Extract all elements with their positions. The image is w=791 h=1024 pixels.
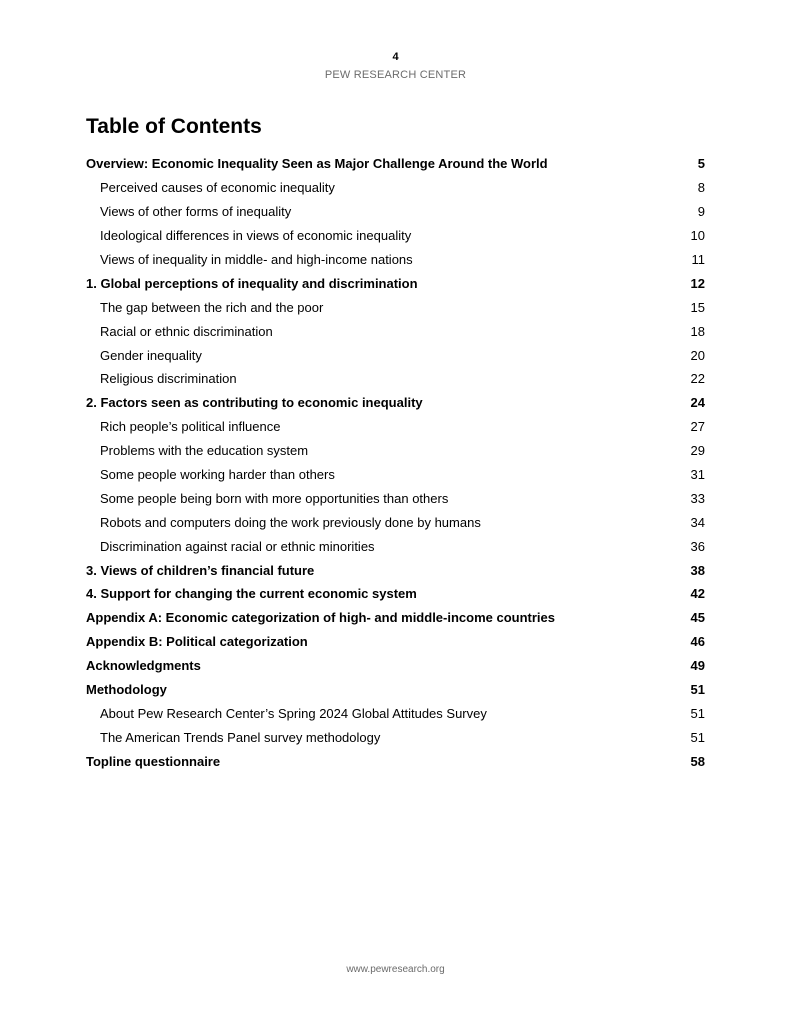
toc-entry-page-number[interactable]: 34 (690, 514, 705, 530)
toc-entry-page-number[interactable]: 42 (690, 586, 705, 602)
toc-entry-page-number[interactable]: 51 (690, 729, 705, 745)
toc-entry[interactable] (86, 176, 705, 200)
toc-entry[interactable] (86, 415, 705, 439)
toc-entry-label[interactable]: The American Trends Panel survey methodology (100, 729, 381, 745)
toc-entry-label[interactable]: Problems with the education system (100, 443, 309, 459)
toc-entry-label[interactable]: Topline questionnaire (86, 753, 221, 769)
toc-title: Table of Contents (86, 115, 262, 138)
toc-entry-label[interactable]: 2. Factors seen as contributing to economic inequality (86, 395, 423, 411)
toc-entry[interactable] (86, 271, 705, 295)
toc-entry-label[interactable]: Discrimination against racial or ethnic minorities (100, 538, 375, 554)
toc-entry-page-number[interactable]: 38 (690, 562, 705, 578)
toc-entry-label[interactable]: Rich people’s political influence (100, 419, 281, 435)
page-number: 4 (392, 51, 399, 63)
toc-entry[interactable] (86, 224, 705, 248)
toc-entry-label[interactable]: Some people being born with more opportunities than others (100, 490, 449, 506)
toc-entry-label[interactable]: Acknowledgments (86, 658, 201, 674)
toc-entry-label[interactable]: The gap between the rich and the poor (100, 299, 324, 315)
toc-entry-page-number[interactable]: 18 (690, 323, 705, 339)
footer-url[interactable]: www.pewresearch.org (346, 964, 445, 975)
toc-entry-label[interactable]: Religious discrimination (100, 371, 237, 387)
toc-entry-label[interactable]: Appendix A: Economic categorization of high- and middle-income countries (86, 610, 555, 626)
toc-entry-label[interactable]: Ideological differences in views of economic inequality (100, 228, 412, 244)
toc-entry-label[interactable]: 4. Support for changing the current economic system (86, 586, 417, 602)
toc-entry-page-number[interactable]: 58 (690, 753, 705, 769)
toc-entry-page-number[interactable]: 15 (690, 299, 705, 315)
toc-entry-label[interactable]: About Pew Research Center’s Spring 2024 Global Attitudes Survey (100, 705, 487, 721)
toc-entry[interactable] (86, 391, 705, 415)
toc-entry[interactable] (86, 725, 705, 749)
toc-entry-page-number[interactable]: 49 (690, 658, 705, 674)
toc-entry-label[interactable]: Views of other forms of inequality (100, 204, 292, 220)
toc-entry-label[interactable]: Views of inequality in middle- and high-income nations (100, 252, 413, 267)
toc-entry[interactable] (86, 319, 705, 343)
toc-entry-page-number[interactable]: 31 (690, 467, 705, 483)
toc-entry-label[interactable]: Racial or ethnic discrimination (100, 323, 273, 339)
toc-entry-page-number[interactable]: 33 (690, 490, 705, 506)
toc-entry-page-number[interactable]: 36 (690, 538, 705, 554)
toc-entry[interactable] (86, 749, 705, 773)
toc-entry-page-number[interactable]: 51 (690, 682, 705, 698)
toc-entry-page-number[interactable]: 5 (697, 156, 705, 172)
toc-entry-page-number[interactable]: 20 (690, 347, 705, 363)
toc-entry-page-number[interactable]: 12 (690, 275, 705, 291)
toc-list (86, 152, 705, 773)
toc-entry-page-number[interactable]: 9 (697, 204, 705, 220)
toc-entry[interactable] (86, 606, 705, 630)
toc-entry[interactable] (86, 200, 705, 224)
toc-entry-label[interactable]: Overview: Economic Inequality Seen as Major Challenge Around the World (86, 156, 548, 172)
toc-entry[interactable] (86, 367, 705, 391)
toc-entry[interactable] (86, 630, 705, 654)
toc-entry-label[interactable]: Methodology (86, 682, 167, 698)
toc-entry[interactable] (86, 486, 705, 510)
toc-entry[interactable] (86, 510, 705, 534)
toc-entry-label[interactable]: 1. Global perceptions of inequality and discrimination (86, 275, 418, 291)
toc-entry-page-number[interactable]: 45 (690, 610, 705, 626)
organization-name: PEW RESEARCH CENTER (324, 69, 467, 81)
toc-entry[interactable] (86, 582, 705, 606)
toc-entry-page-number[interactable]: 11 (691, 252, 705, 267)
toc-entry[interactable] (86, 152, 705, 176)
toc-entry-label[interactable]: 3. Views of children’s financial future (86, 562, 315, 578)
toc-entry-page-number[interactable]: 51 (690, 705, 705, 721)
toc-entry[interactable] (86, 701, 705, 725)
toc-entry[interactable] (86, 678, 705, 702)
toc-entry[interactable] (86, 463, 705, 487)
toc-entry-label[interactable]: Perceived causes of economic inequality (100, 180, 335, 196)
toc-entry-label[interactable]: Gender inequality (100, 347, 202, 363)
toc-entry-page-number[interactable]: 8 (697, 180, 705, 196)
toc-entry[interactable] (86, 295, 705, 319)
toc-entry[interactable] (86, 248, 705, 272)
toc-entry-page-number[interactable]: 27 (690, 419, 705, 435)
toc-entry[interactable] (86, 343, 705, 367)
toc-entry[interactable] (86, 558, 705, 582)
toc-entry-page-number[interactable]: 46 (690, 634, 705, 650)
toc-entry-label[interactable]: Appendix B: Political categorization (86, 634, 308, 650)
toc-entry[interactable] (86, 654, 705, 678)
toc-entry-label[interactable]: Some people working harder than others (100, 467, 335, 483)
toc-entry[interactable] (86, 439, 705, 463)
toc-entry-page-number[interactable]: 22 (690, 371, 705, 387)
toc-entry-label[interactable]: Robots and computers doing the work previously done by humans (100, 514, 481, 530)
toc-entry-page-number[interactable]: 29 (690, 443, 705, 459)
toc-entry[interactable] (86, 534, 705, 558)
toc-entry-page-number[interactable]: 24 (690, 395, 705, 411)
toc-entry-page-number[interactable]: 10 (690, 228, 705, 244)
